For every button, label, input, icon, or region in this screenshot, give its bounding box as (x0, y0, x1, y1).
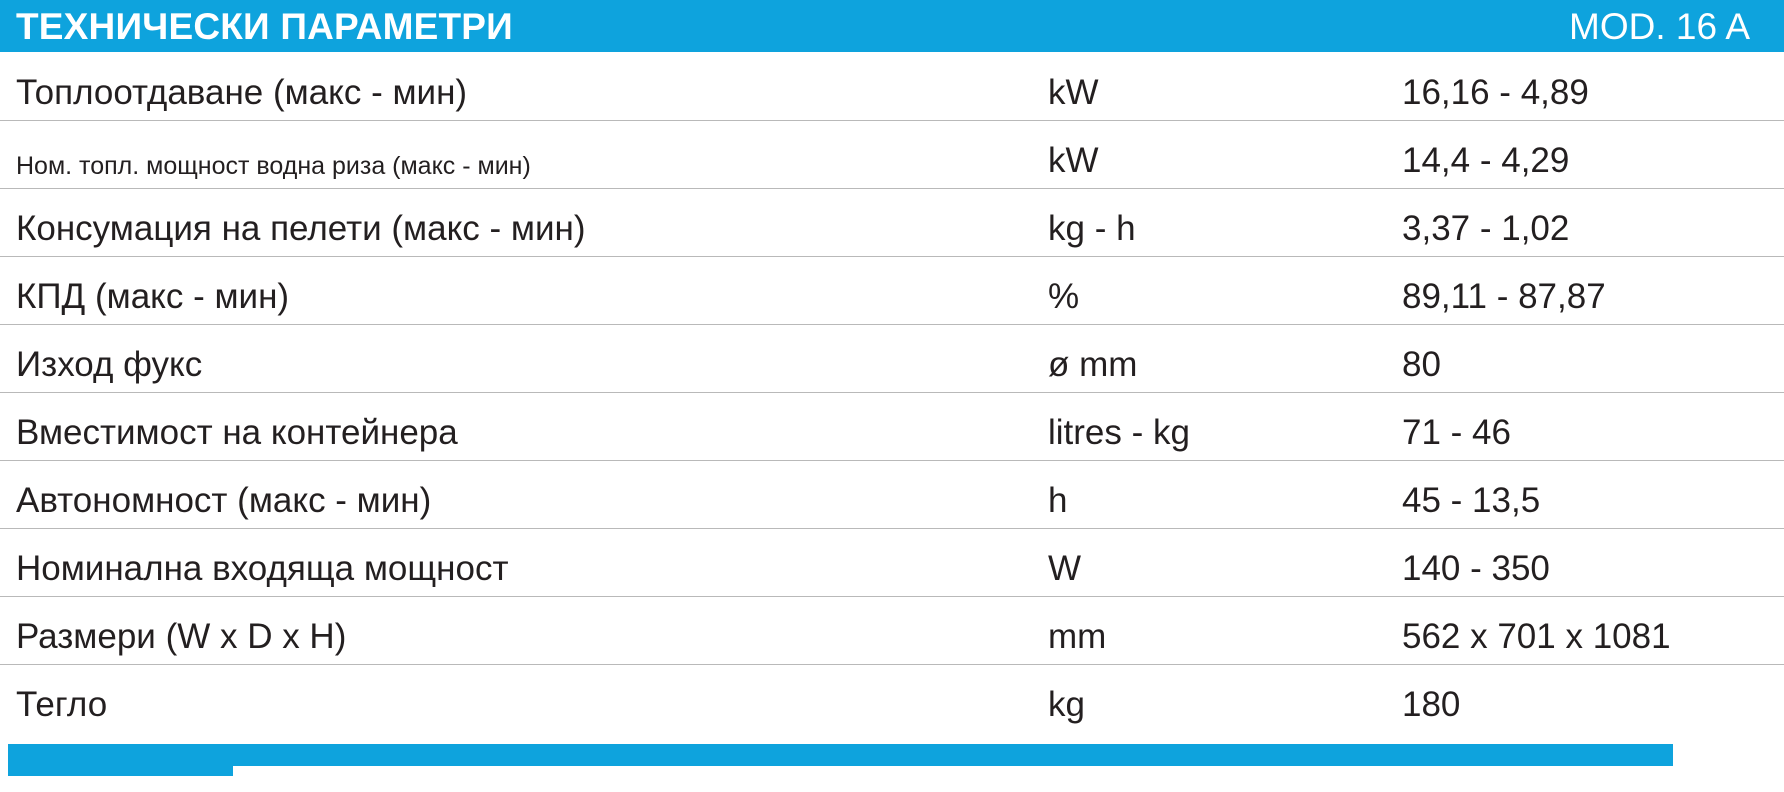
spec-label: Изход фукс (16, 346, 203, 384)
spec-value-cell (1390, 460, 1784, 528)
spec-value-cell (1390, 256, 1784, 324)
spec-unit-cell (1040, 596, 1390, 664)
spec-unit: litres - kg (1048, 414, 1190, 452)
spec-unit-cell (1040, 188, 1390, 256)
spec-unit-cell (1040, 528, 1390, 596)
specifications-table-body (0, 52, 1784, 732)
spec-value-cell (1390, 188, 1784, 256)
spec-label: Топлоотдаване (макс - мин) (16, 74, 468, 112)
spec-label-cell (0, 664, 1040, 732)
table-header-bar (0, 0, 1784, 52)
spec-label: Консумация на пелети (макс - мин) (16, 210, 586, 248)
table-row (0, 528, 1784, 596)
spec-unit: kg - h (1048, 210, 1136, 248)
spec-unit: % (1048, 278, 1080, 316)
spec-label: Тегло (16, 687, 108, 725)
table-row (0, 52, 1784, 120)
spec-label-cell (0, 188, 1040, 256)
spec-label-cell (0, 528, 1040, 596)
table-row (0, 256, 1784, 324)
spec-value-cell (1390, 596, 1784, 664)
page-title: ТЕХНИЧЕСКИ ПАРАМЕТРИ (16, 5, 513, 47)
spec-value: 80 (1402, 346, 1441, 384)
footer-accent-tab (8, 766, 233, 776)
spec-unit-cell (1040, 256, 1390, 324)
spec-value-cell (1390, 52, 1784, 120)
spec-label-cell (0, 256, 1040, 324)
footer-decoration (0, 744, 1784, 776)
table-row (0, 120, 1784, 188)
spec-unit: kW (1048, 142, 1099, 180)
footer-accent-bar (8, 744, 1673, 766)
spec-label-cell (0, 392, 1040, 460)
spec-label: Вместимост на контейнера (16, 414, 458, 452)
spec-label-cell (0, 52, 1040, 120)
spec-unit-cell (1040, 664, 1390, 732)
spec-value: 180 (1402, 687, 1461, 725)
spec-label-cell (0, 324, 1040, 392)
spec-value: 140 - 350 (1402, 550, 1550, 588)
spec-label-cell (0, 596, 1040, 664)
table-row (0, 664, 1784, 732)
spec-label: Ном. топл. мощност водна риза (макс - мин) (16, 153, 531, 181)
spec-value-cell (1390, 664, 1784, 732)
spec-value-cell (1390, 120, 1784, 188)
spec-label: Номинална входяща мощност (16, 550, 509, 588)
spec-label-cell (0, 120, 1040, 188)
spec-unit: h (1048, 482, 1068, 520)
table-row (0, 460, 1784, 528)
specifications-table (0, 52, 1784, 732)
spec-value-cell (1390, 392, 1784, 460)
spec-value: 3,37 - 1,02 (1402, 210, 1570, 248)
spec-unit-cell (1040, 460, 1390, 528)
table-row (0, 188, 1784, 256)
spec-value: 89,11 - 87,87 (1402, 278, 1606, 316)
spec-value: 14,4 - 4,29 (1402, 142, 1570, 180)
spec-label: Автономност (макс - мин) (16, 482, 432, 520)
spec-unit: kg (1048, 687, 1085, 725)
spec-label: Размери (W x D x H) (16, 618, 347, 656)
spec-unit: ø mm (1048, 346, 1138, 384)
spec-label: КПД (макс - мин) (16, 278, 290, 316)
spec-value: 45 - 13,5 (1402, 482, 1541, 520)
spec-unit: W (1048, 550, 1082, 588)
spec-unit-cell (1040, 52, 1390, 120)
table-row (0, 324, 1784, 392)
table-row (0, 392, 1784, 460)
spec-value: 71 - 46 (1402, 414, 1511, 452)
spec-value-cell (1390, 324, 1784, 392)
spec-value-cell (1390, 528, 1784, 596)
spec-unit-cell (1040, 392, 1390, 460)
spec-unit: kW (1048, 74, 1099, 112)
model-label: MOD. 16 A (1569, 5, 1750, 47)
spec-value: 562 x 701 x 1081 (1402, 618, 1671, 656)
spec-unit-cell (1040, 120, 1390, 188)
spec-label-cell (0, 460, 1040, 528)
spec-unit-cell (1040, 324, 1390, 392)
spec-value: 16,16 - 4,89 (1402, 74, 1589, 112)
table-row (0, 596, 1784, 664)
spec-unit: mm (1048, 618, 1107, 656)
